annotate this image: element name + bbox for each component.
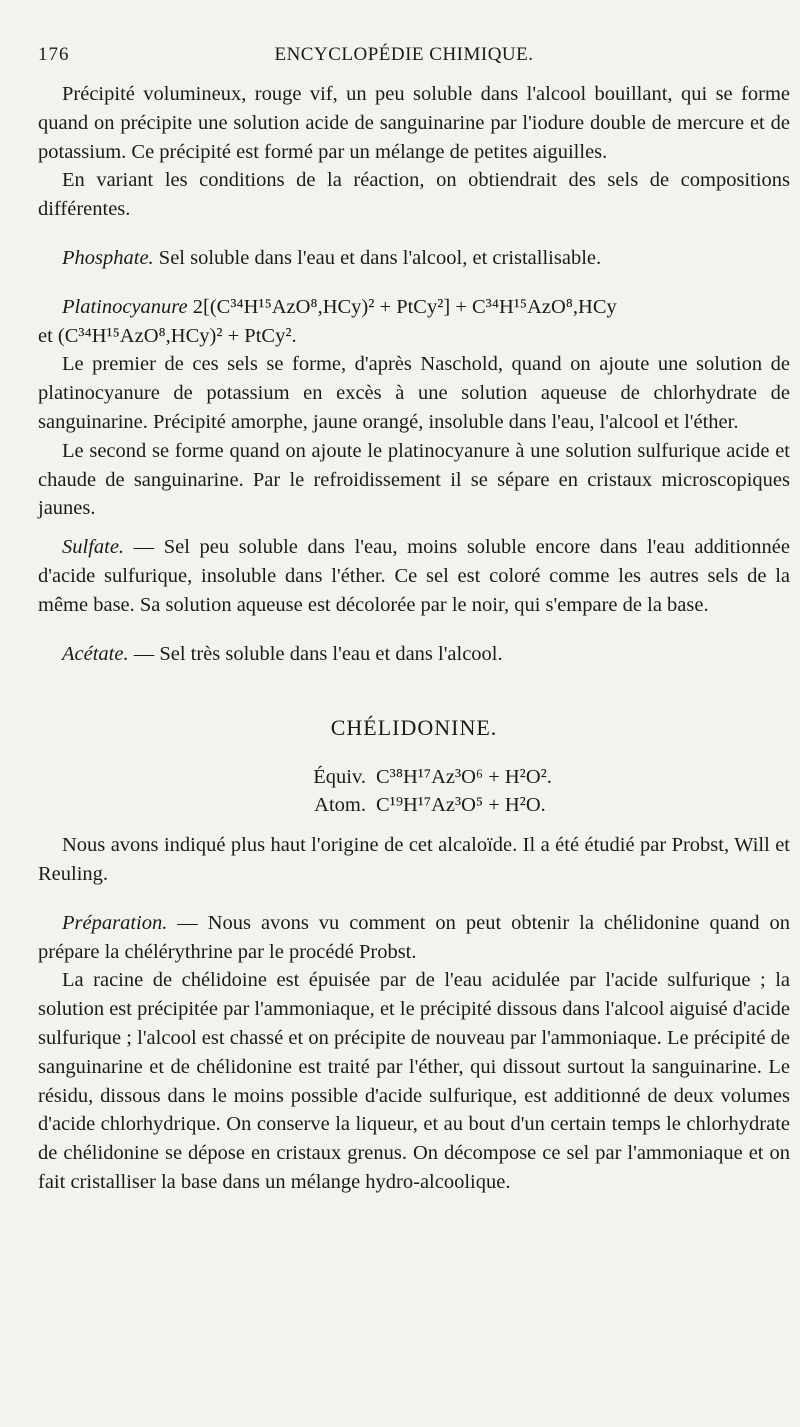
phosphate-entry	[38, 244, 790, 273]
equiv-formula: C³⁸H¹⁷Az³O⁶ + H²O².	[376, 766, 552, 789]
entry-label: Sulfate.	[62, 536, 125, 559]
formula-block	[274, 763, 790, 819]
running-title: ENCYCLOPÉDIE CHIMIQUE.	[274, 44, 534, 65]
entry-label: Platinocyanure	[62, 295, 188, 318]
running-header	[38, 44, 770, 74]
page-number: 176	[38, 44, 70, 65]
entry-text: Sel soluble dans l'eau et dans l'alcool, et cristallisable.	[153, 246, 602, 269]
preparation-entry	[38, 909, 790, 967]
paragraph: La racine de chélidoine est épuisée par de l'eau acidulée par l'acide sulfurique ; la solution est précipitée par l'ammoniaque, et le précipité dissous dans l'alcool aiguisé d'acide sulfurique ; l'alcool est chassé et on précipite de nouveau par l'ammoniaque. Le précipité de sanguinarine et de chélidonine est traité par l'éther, qui dissout surtout la sanguinarine. Le résidu, dissous dans le moins possible d'acide sulfurique, est additionné de deux volumes d'acide chlorhydrique. On conserve la liqueur, et au bout d'un certain temps le chlorhydrate de chélidonine se dépose en cristaux grenus. On décompose ce sel par l'ammoniaque et on fait cristalliser la base dans un mélange hydro-alcoolique.	[38, 969, 790, 1193]
entry-label: Acétate.	[62, 642, 129, 665]
atom-label: Atom.	[314, 794, 366, 817]
section-title: CHÉLIDONINE.	[330, 715, 498, 741]
entry-label: Phosphate.	[62, 246, 154, 269]
entry-label: Préparation.	[62, 911, 168, 934]
entry-text: — Sel très soluble dans l'eau et dans l'alcool.	[128, 642, 503, 665]
paragraph: Le premier de ces sels se forme, d'après Naschold, quand on ajoute une solution de platinocyanure de potassium en excès à une solution aqueuse de chlorhydrate de sanguinarine. Précipité amorphe, jaune orangé, insoluble dans l'eau, l'alcool et l'éther.	[38, 353, 790, 433]
page-body	[38, 80, 790, 1197]
paragraph: Le second se forme quand on ajoute le platinocyanure à une solution sulfurique acide et chaude de sanguinarine. Par le refroidissement il se sépare en cristaux microscopiques jaunes.	[38, 439, 790, 520]
paragraph: En variant les conditions de la réaction, on obtiendrait des sels de compositions différentes.	[38, 169, 790, 221]
equiv-label: Équiv.	[313, 766, 366, 789]
platinocyanure-entry	[38, 293, 790, 322]
paragraph: Précipité volumineux, rouge vif, un peu soluble dans l'alcool bouillant, qui se forme quand on précipite une solution acide de sanguinarine par l'iodure double de mercure et de potassium. Ce précipité est formé par un mélange de petites aiguilles.	[38, 83, 790, 163]
formula: 2[(C³⁴H¹⁵AzO⁸,HCy)² + PtCy²] + C³⁴H¹⁵AzO⁸,HCy	[187, 295, 617, 318]
equiv-formula-row	[274, 763, 790, 791]
atom-formula-row	[274, 791, 790, 819]
entry-text: — Sel peu soluble dans l'eau, moins soluble encore dans l'eau additionnée d'acide sulfurique, insoluble dans l'éther. Ce sel est coloré comme les autres sels de la même base. Sa solution aqueuse est décolorée par le noir, qui s'empare de la base.	[38, 536, 790, 616]
acetate-entry	[38, 640, 790, 669]
paragraph: Nous avons indiqué plus haut l'origine de cet alcaloïde. Il a été étudié par Probst, Will et Reuling.	[38, 834, 790, 885]
sulfate-entry	[38, 533, 790, 619]
atom-formula: C¹⁹H¹⁷Az³O⁵ + H²O.	[376, 794, 546, 817]
formula-continuation: et (C³⁴H¹⁵AzO⁸,HCy)² + PtCy².	[38, 324, 297, 347]
entry-text: — Nous avons vu comment on peut obtenir la chélidonine quand on prépare la chélérythrine par le procédé Probst.	[38, 911, 790, 963]
